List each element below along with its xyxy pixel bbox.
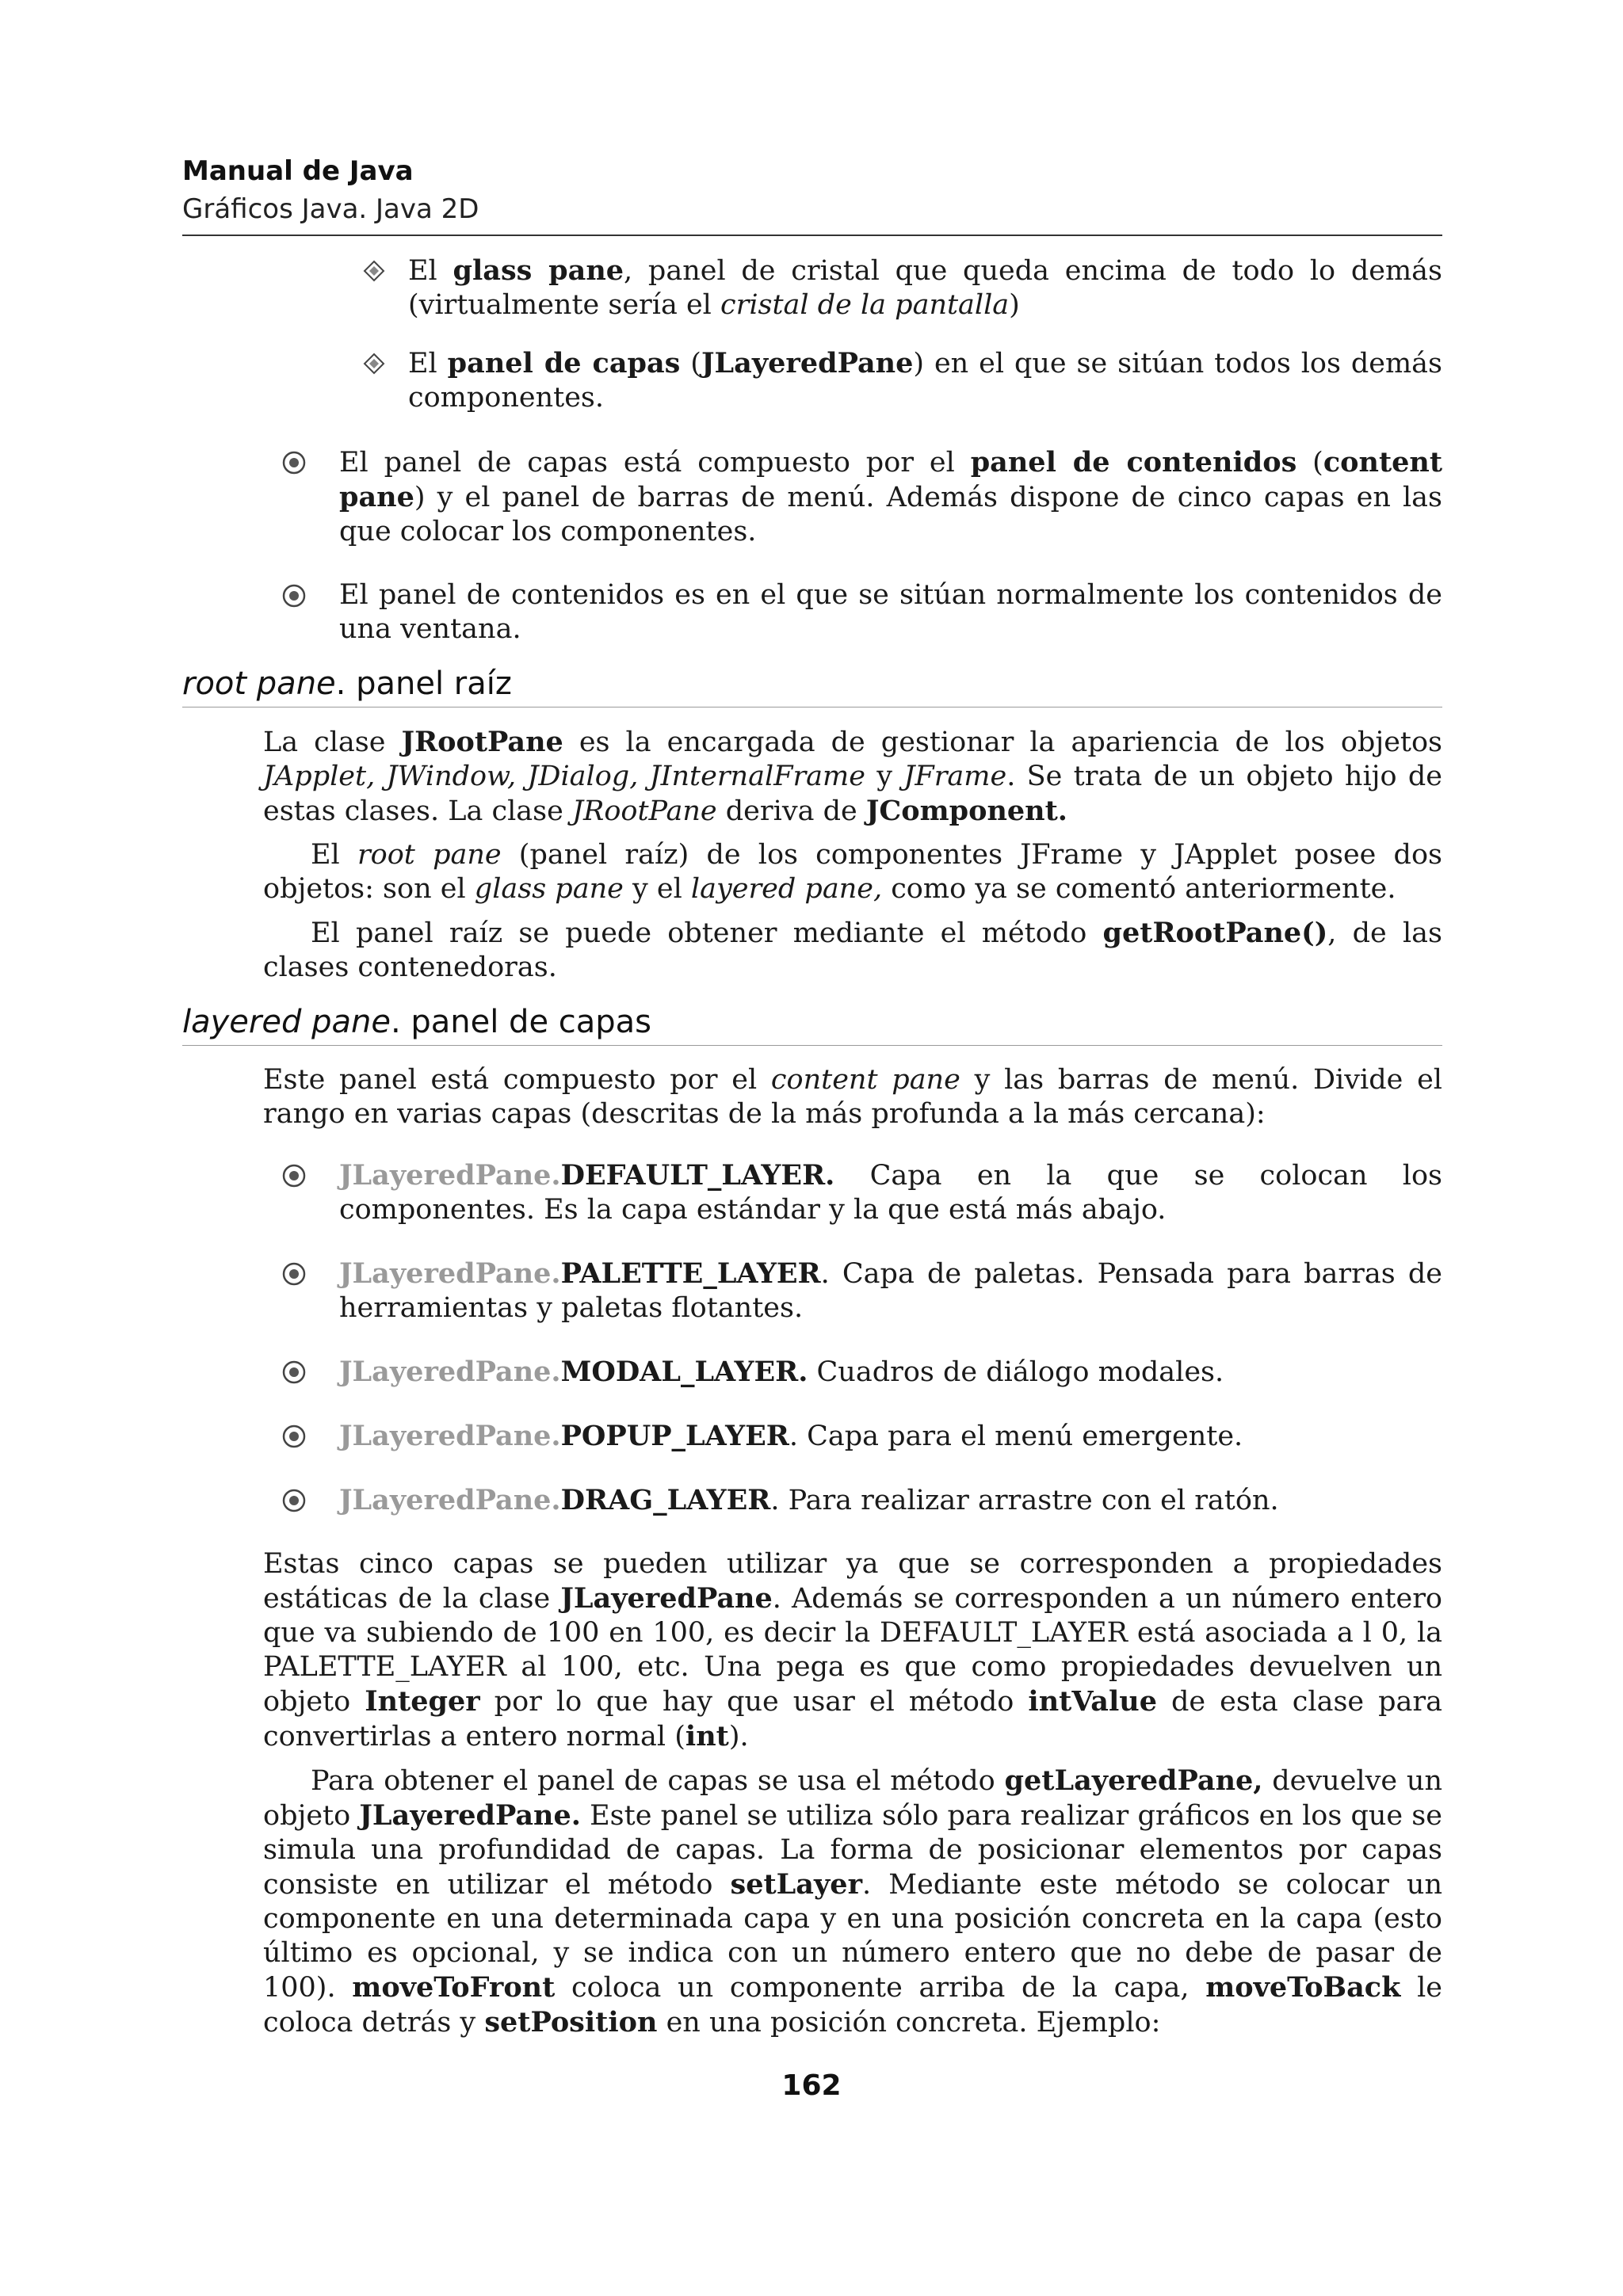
- class-prefix: JLayeredPane.: [339, 1420, 561, 1452]
- sub-bullet-layered-pane: [182, 346, 1442, 415]
- italic-term: cristal de la pantalla: [720, 289, 1010, 321]
- bold-term: JComponent.: [865, 795, 1067, 827]
- text: El: [408, 255, 453, 287]
- text: y el: [623, 873, 691, 905]
- circle-dot-bullet-icon: [281, 450, 307, 475]
- text: deriva de: [716, 795, 866, 827]
- circle-dot-bullet-icon: [281, 1360, 307, 1385]
- text: Este panel se utiliza sólo para realizar gráficos en los que se simula una profundidad de capas. La forma de posicionar elementos por capas consiste en utilizar el método: [263, 1800, 1442, 1901]
- bullet-panel-contenidos: [182, 578, 1442, 646]
- text: , panel de cristal que queda encima de todo lo demás (virtualmente sería el: [408, 255, 1442, 321]
- text: como ya se comentó anteriormente.: [882, 873, 1396, 905]
- paragraph: [182, 838, 1442, 906]
- bold-term: getLayeredPane,: [1004, 1764, 1263, 1797]
- sub-bullet-glass-pane: [182, 254, 1442, 322]
- bold-term: panel de contenidos: [970, 446, 1297, 479]
- section-rule: [182, 1045, 1442, 1046]
- heading-em: root pane: [182, 666, 336, 702]
- text: (panel raíz) de los componentes JFrame y JApplet posee dos objetos: son el: [263, 839, 1442, 905]
- page-number: 162: [781, 2069, 842, 2102]
- layer-desc: . Capa para el menú emergente.: [789, 1421, 1243, 1452]
- heading-rest: . panel de capas: [390, 1004, 652, 1040]
- circle-dot-bullet-icon: [281, 1424, 307, 1449]
- circle-dot-bullet-icon: [281, 1163, 307, 1188]
- layer-item: [182, 1158, 1442, 1227]
- text: Estas cinco capas se pueden utilizar ya que se corresponden a propiedades estáticas de la clase: [263, 1548, 1442, 1615]
- text: y: [865, 761, 904, 792]
- text: . Se trata de un objeto hijo de estas clases. La clase: [263, 761, 1442, 827]
- paragraph: [182, 1764, 1442, 2040]
- section-heading-root-pane: [182, 664, 1442, 704]
- bold-term: JLayeredPane: [701, 347, 914, 379]
- text: le coloca detrás y: [263, 1972, 1442, 2039]
- italic-term: JFrame: [903, 761, 1007, 792]
- heading-rest: . panel raíz: [335, 666, 512, 702]
- bold-term: JLayeredPane.: [359, 1799, 581, 1832]
- italic-term: glass pane: [474, 873, 624, 905]
- header-rule: [182, 235, 1442, 236]
- text: . Mediante este método se colocar un componente en una determinada capa y en una posición concreta en la capa (esto último es opcional, y se indica con un número entero que no debe de pasar de 100).: [263, 1869, 1442, 2004]
- running-header: [182, 152, 1442, 236]
- italic-term: content pane: [770, 1064, 960, 1096]
- layer-desc: . Capa de paletas. Pensada para barras de herramientas y paletas flotantes.: [339, 1258, 1442, 1324]
- class-prefix: JLayeredPane.: [339, 1159, 561, 1192]
- text: por lo que hay que usar el método: [479, 1686, 1029, 1718]
- bold-term: moveToFront: [352, 1971, 556, 2004]
- text: ) y el panel de barras de menú. Además dispone de cinco capas en las que colocar los componentes.: [339, 482, 1442, 547]
- italic-term: layered pane,: [690, 873, 883, 905]
- bullet-panel-capas: [182, 445, 1442, 549]
- class-prefix: JLayeredPane.: [339, 1484, 561, 1516]
- circle-dot-bullet-icon: [281, 583, 307, 608]
- text: El panel de capas está compuesto por el: [339, 447, 971, 479]
- text: , de las clases contenedoras.: [263, 917, 1442, 983]
- paragraph: [182, 1547, 1442, 1754]
- text: y las barras de menú. Divide el rango en varias capas (descritas de la más profunda a la más cercana):: [263, 1064, 1442, 1130]
- text: (: [680, 348, 701, 379]
- text: devuelve un objeto: [263, 1765, 1442, 1832]
- text: ): [1009, 289, 1020, 321]
- layer-name: POPUP_LAYER: [560, 1420, 789, 1452]
- header-subtitle: Gráficos Java. Java 2D: [182, 193, 479, 225]
- section-heading-layered-pane: [182, 1002, 1442, 1042]
- text: La clase: [263, 727, 402, 758]
- text: es la encargada de gestionar la apariencia de los objetos: [563, 727, 1442, 758]
- paragraph: [182, 725, 1442, 829]
- bold-term: JRootPane: [401, 726, 563, 758]
- layer-item: [182, 1257, 1442, 1325]
- layer-name: DRAG_LAYER: [560, 1484, 771, 1516]
- paragraph: [182, 916, 1442, 985]
- bold-term: moveToBack: [1205, 1971, 1401, 2004]
- italic-term: root pane: [357, 839, 502, 871]
- class-prefix: JLayeredPane.: [339, 1257, 561, 1290]
- paragraph: [182, 1063, 1442, 1131]
- header-title: Manual de Java: [182, 155, 414, 187]
- italic-term: JRootPane: [571, 795, 717, 827]
- layer-name: DEFAULT_LAYER.: [560, 1159, 835, 1192]
- text: El: [408, 348, 448, 379]
- circle-dot-bullet-icon: [281, 1261, 307, 1287]
- page-content: [182, 254, 1442, 2050]
- text: Para obtener el panel de capas se usa el método: [311, 1765, 1005, 1797]
- layer-item: [182, 1355, 1442, 1390]
- text: . Además se corresponden a un número entero que va subiendo de 100 en 100, es decir la DEFAULT_LAYER está asociada a l 0, la PALETTE_LAYER al 100, etc. Una pega es que como propiedades devuelven un objeto: [263, 1583, 1442, 1718]
- bold-term: setLayer: [730, 1868, 863, 1901]
- text: (: [1296, 447, 1323, 479]
- layer-item: [182, 1483, 1442, 1518]
- diamond-bullet-icon: [363, 353, 385, 375]
- text: en una posición concreta. Ejemplo:: [657, 2007, 1161, 2039]
- text: El panel de contenidos es en el que se sitúan normalmente los contenidos de una ventana.: [339, 579, 1442, 645]
- text: El: [311, 839, 357, 871]
- text: de esta clase para convertirlas a entero normal (: [263, 1686, 1443, 1753]
- text: ) en el que se sitúan todos los demás componentes.: [408, 348, 1442, 414]
- bold-term: intValue: [1028, 1685, 1157, 1718]
- bold-term: getRootPane(): [1102, 917, 1328, 949]
- circle-dot-bullet-icon: [281, 1488, 307, 1513]
- bold-term: glass pane: [453, 254, 624, 287]
- bold-term: int: [685, 1720, 729, 1753]
- heading-em: layered pane: [182, 1004, 391, 1040]
- bold-term: panel de capas: [447, 347, 681, 379]
- layer-desc: Capa en la que se colocan los componentes. Es la capa estándar y la que está más abajo.: [339, 1160, 1442, 1226]
- layer-name: PALETTE_LAYER: [560, 1257, 821, 1290]
- text: Este panel está compuesto por el: [263, 1064, 771, 1096]
- layer-desc: Cuadros de diálogo modales.: [808, 1356, 1224, 1388]
- layer-name: MODAL_LAYER.: [560, 1356, 808, 1388]
- bold-term: setPosition: [484, 2006, 658, 2039]
- bold-term: JLayeredPane: [560, 1582, 773, 1615]
- italic-term: JApplet, JWindow, JDialog, JInternalFrame: [263, 761, 865, 792]
- text: coloca un componente arriba de la capa,: [555, 1972, 1206, 2004]
- text: El panel raíz se puede obtener mediante el método: [311, 917, 1103, 949]
- bold-term: Integer: [365, 1685, 480, 1718]
- class-prefix: JLayeredPane.: [339, 1356, 561, 1388]
- layer-item: [182, 1419, 1442, 1454]
- bold-term: content pane: [339, 446, 1442, 513]
- layer-desc: . Para realizar arrastre con el ratón.: [770, 1485, 1279, 1516]
- text: ).: [728, 1721, 749, 1753]
- diamond-bullet-icon: [363, 260, 385, 282]
